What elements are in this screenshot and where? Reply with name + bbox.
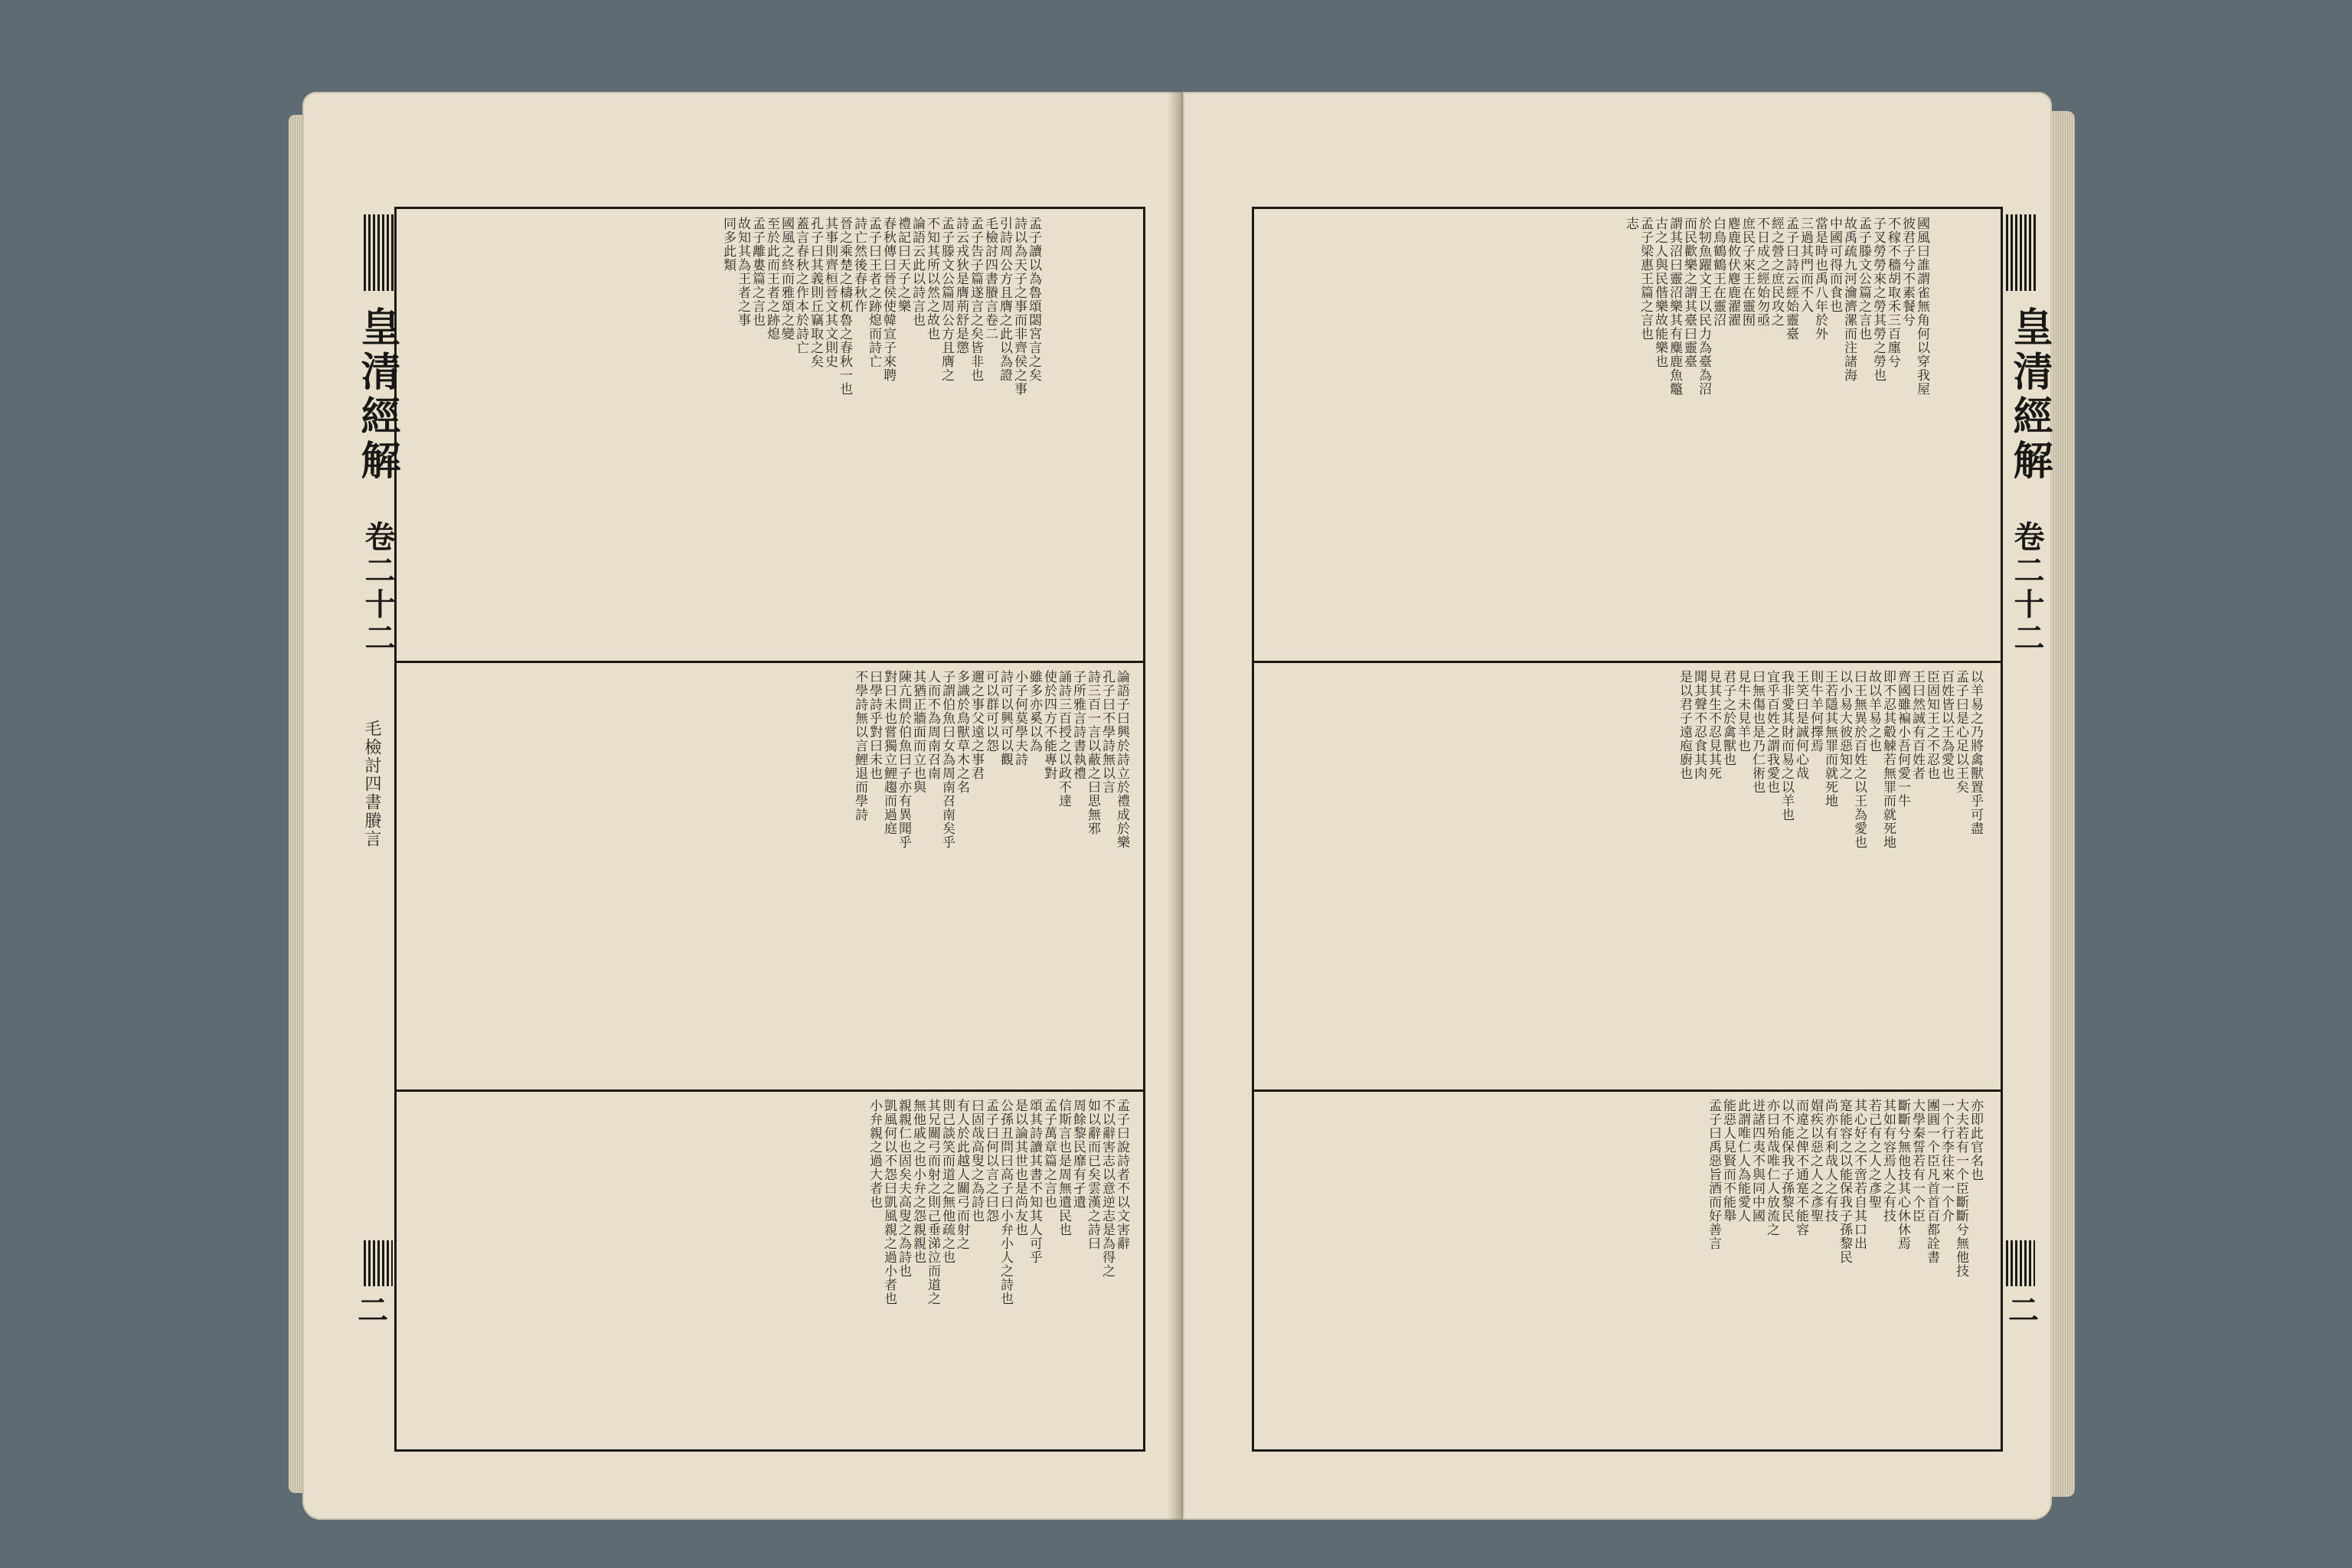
text-column: 孟子萬章篇之言也 [1041, 1099, 1057, 1209]
text-column: 至於此而王者之跡熄 [764, 217, 779, 341]
text-column: 陳亢問於伯魚曰子亦有異聞乎 [896, 670, 911, 849]
text-column: 若己有之人之彥聖 [1866, 1099, 1881, 1209]
text-column: 孟子曰詩云經始靈臺 [1783, 217, 1798, 341]
right-ink-blot-bottom [2006, 1240, 2035, 1286]
text-column: 多識於鳥獸草木之名 [954, 670, 969, 794]
text-column: 古之人與民偕樂故能樂也 [1652, 217, 1668, 368]
text-column: 三過其門而不入 [1798, 217, 1813, 313]
text-column: 小弁親之過大者也 [867, 1099, 882, 1209]
text-column: 子所雅言詩書執禮 [1070, 670, 1086, 780]
text-column: 凱風何以不怨曰凱風親之過小者也 [881, 1099, 897, 1305]
text-column: 而民歡樂之謂其臺曰靈臺 [1681, 217, 1697, 368]
text-column: 亦即此官名也 [1968, 1099, 1983, 1181]
text-column: 春秋傳曰晉侯使韓宣子來聘 [880, 217, 896, 382]
text-column: 使於四方不能專對 [1041, 670, 1057, 780]
text-column: 曰固哉高叟之為詩也 [969, 1099, 984, 1223]
text-column: 不知其所以然之故也 [924, 217, 939, 341]
text-column: 能惡人見賢而不能舉 [1720, 1099, 1736, 1223]
text-column: 王笑曰是誠何心哉 [1793, 670, 1808, 780]
text-column: 子叉勞勞來之勞其勞之勞也 [1870, 217, 1886, 382]
text-column: 詩以為天子之事而非齊侯之事 [1011, 217, 1027, 396]
text-column: 頌其詩讀其書不知其人可乎 [1027, 1099, 1042, 1264]
text-column: 晉之乘楚之檮杌魯之春秋一也 [837, 217, 852, 396]
left-series-title: 皇清經解 [354, 306, 400, 484]
text-column: 我非愛其財而易之以羊也 [1779, 670, 1794, 822]
text-column: 此謂唯仁人為能愛人 [1735, 1099, 1750, 1223]
text-column: 亦曰殆哉唯仁人放流之 [1764, 1099, 1779, 1236]
text-column: 媢疾以惡之人之彥聖 [1808, 1099, 1823, 1223]
text-column: 齊國雖褊小吾何愛一牛 [1895, 670, 1910, 808]
text-column: 不以辭害志以意逆志是為得之 [1099, 1099, 1115, 1278]
text-column: 大學秦誓若有一个臣 [1909, 1099, 1925, 1223]
text-column: 曰學詩乎對曰未也 [867, 670, 882, 780]
right-upper-text-block [1269, 217, 1928, 653]
text-column: 以羊易之乃將禽獸置乎可盡 [1968, 670, 1983, 835]
text-column: 人而不為周南召南 [925, 670, 940, 780]
left-divider-upper [397, 661, 1143, 663]
text-column: 迸諸四夷不與同中國 [1749, 1099, 1765, 1223]
text-column: 孟子滕文公篇之言也 [1856, 217, 1871, 341]
left-page-number: 二 [358, 1292, 388, 1328]
text-column: 對曰未也嘗獨立鯉趨而過庭 [881, 670, 897, 835]
text-column: 子謂伯魚曰女為周南召南矣乎 [939, 670, 955, 849]
text-column: 其兄關弓而射之則己垂涕泣而道之 [925, 1099, 940, 1305]
text-column: 其如有容焉人之有技 [1880, 1099, 1896, 1223]
text-column: 則己談笑而道之無他疏之也 [939, 1099, 955, 1264]
text-column: 麀鹿攸伏麀鹿濯濯 [1725, 217, 1740, 327]
text-column: 親親仁也固矣夫高叟之為詩也 [896, 1099, 911, 1278]
text-column: 以小易大彼惡知之 [1837, 670, 1852, 780]
left-page [302, 92, 1183, 1520]
text-column: 詩可以興可以觀 [998, 670, 1013, 766]
text-column: 其心好之不啻若自其口出 [1851, 1099, 1867, 1250]
text-column: 論語子曰興於詩立於禮成於樂 [1114, 670, 1129, 849]
text-column: 是以論其世也是尚友也 [1012, 1099, 1027, 1236]
right-divider-lower [1254, 1089, 2001, 1092]
text-column: 孟子讀以為魯頌閟宮言之矣 [1026, 217, 1041, 382]
right-ink-blot-top [2006, 214, 2037, 291]
text-column: 白鳥鶴鶴王在靈沼 [1710, 217, 1726, 327]
text-column: 國風曰誰謂雀無角何以穿我屋 [1914, 217, 1929, 396]
text-column: 臣固知王之不忍也 [1924, 670, 1939, 780]
text-column: 孟子告子篇遂言之矣皆非也 [968, 217, 983, 382]
text-column: 其猶正牆面而立也與 [910, 670, 926, 794]
text-column: 於牣魚躍文王以民力為臺為沼 [1696, 217, 1711, 396]
right-page-number: 二 [2008, 1292, 2039, 1328]
text-column: 無他戚之也小弁之怨親親也 [910, 1099, 926, 1264]
left-ink-blot-bottom [364, 1240, 393, 1286]
text-column: 見其生不忍見其死 [1706, 670, 1721, 780]
text-column: 孔子曰不學詩無以言 [1099, 670, 1115, 794]
text-column: 宜乎百姓之謂我愛也 [1764, 670, 1779, 794]
text-column: 引詩周公方且膺之此以為證 [997, 217, 1012, 382]
text-column: 庶民子來王在靈囿 [1740, 217, 1755, 327]
text-column: 中國可得而食也 [1827, 217, 1842, 313]
text-column: 周餘黎民靡有孑遺 [1070, 1099, 1086, 1209]
text-column: 當是時也禹八年於外 [1812, 217, 1828, 341]
text-column: 不日成之經始勿亟 [1754, 217, 1769, 327]
text-column: 故以羊易之也 [1866, 670, 1881, 753]
text-column: 是以君子遠庖廚也 [1677, 670, 1692, 780]
text-column: 邇之事父遠之事君 [969, 670, 984, 780]
text-column: 同多此類 [720, 217, 736, 272]
text-column: 王若隱其無罪而就死地 [1822, 670, 1838, 808]
text-column: 公孫丑問曰高子曰小弁小人之詩也 [998, 1099, 1013, 1305]
left-footer-caption: 毛檢討四書賸言 [362, 720, 381, 848]
right-volume-label: 卷二十二 [2009, 521, 2045, 655]
text-column: 國風之終而雅頌之變 [779, 217, 794, 341]
text-column: 孟子曰是心足以王矣 [1953, 670, 1968, 794]
text-column: 謂其沼曰靈沼樂其有麋鹿魚鼈 [1667, 217, 1682, 396]
text-column: 君子之於禽獸也 [1720, 670, 1736, 766]
left-text-frame [394, 207, 1145, 1452]
open-book [302, 92, 2052, 1520]
text-column: 彼君子兮不素餐兮 [1900, 217, 1915, 327]
text-column: 誦詩三百授之以政不達 [1056, 670, 1071, 808]
text-column: 以不能保我子孫黎民 [1779, 1099, 1794, 1223]
text-column: 毛檢討四書賸言卷二 [982, 217, 998, 341]
text-column: 詩云戎狄是膺荊舒是懲 [953, 217, 969, 354]
right-text-frame [1252, 207, 2003, 1452]
text-column: 孟子滕文公篇周公方且膺之 [939, 217, 954, 382]
text-column: 孟子曰王者之跡熄而詩亡 [866, 217, 881, 368]
text-column: 信斯言也是周無遺民也 [1056, 1099, 1071, 1236]
text-column: 志 [1623, 217, 1638, 230]
text-column: 寔能容之以能保我子孫黎民 [1837, 1099, 1852, 1264]
text-column: 而違之俾不通寔不能容 [1793, 1099, 1808, 1236]
text-column: 曰無傷也是乃仁術也 [1749, 670, 1765, 794]
text-column: 見牛未見羊也 [1735, 670, 1750, 753]
text-column: 孔子曰其義則丘竊取之矣 [808, 217, 823, 368]
right-lower-text-block [1269, 1099, 1981, 1436]
text-column: 蓋言春秋之作本於詩亡 [793, 217, 808, 354]
text-column: 不稼不穡胡取禾三百廛兮 [1885, 217, 1900, 368]
text-column: 可以群可以怨 [983, 670, 998, 753]
text-column: 則牛羊何擇焉 [1808, 670, 1823, 753]
text-column: 尚亦有利哉人之有技 [1822, 1099, 1838, 1223]
text-column: 小子何莫學夫詩 [1012, 670, 1027, 766]
text-column: 孟子梁惠王篇之言也 [1638, 217, 1653, 341]
text-column: 斷斷兮無他技其心休休焉 [1895, 1099, 1910, 1250]
text-column: 經之營之庶民攻之 [1769, 217, 1784, 327]
left-ink-blot-top [364, 214, 394, 291]
text-column: 故禹疏九河瀹濟漯而注諸海 [1841, 217, 1857, 382]
text-column: 孟子曰禹惡旨酒而好善言 [1706, 1099, 1721, 1250]
text-column: 大夫若有一个臣斷斷兮無他技 [1953, 1099, 1968, 1278]
left-upper-text-block [412, 217, 1040, 653]
text-column: 百姓皆以王為愛也 [1939, 670, 1954, 780]
text-column: 故知其為王者之事 [735, 217, 750, 327]
left-lower-text-block [469, 1099, 1128, 1436]
text-column: 孟子離婁篇之言也 [750, 217, 765, 327]
text-column: 有人於此越人關弓而射之 [954, 1099, 969, 1250]
text-column: 禮記曰天子之樂 [895, 217, 910, 313]
left-middle-text-block [469, 670, 1128, 1083]
left-page-edges [289, 115, 302, 1493]
text-column: 孟子曰何以言之曰怨 [983, 1099, 998, 1223]
text-column: 即不忍其觳觫若無罪而就死地 [1880, 670, 1896, 849]
right-middle-text-block [1269, 670, 1981, 1083]
right-page [1183, 92, 2052, 1520]
text-column: 詩亡然後春秋作 [851, 217, 867, 313]
right-divider-upper [1254, 661, 2001, 663]
text-column: 聞其聲不忍食其肉 [1691, 670, 1707, 780]
text-column: 曰王無異於百姓之以王為愛也 [1851, 670, 1867, 849]
text-column: 孟子曰說詩者不以文害辭 [1114, 1099, 1129, 1250]
text-column: 雖多亦奚以為 [1027, 670, 1042, 753]
left-divider-lower [397, 1089, 1143, 1092]
left-volume-label: 卷二十二 [360, 521, 396, 655]
text-column: 王曰然誠有百姓者 [1909, 670, 1925, 780]
text-column: 論語云此以詩言也 [910, 217, 925, 327]
text-column: 其事則齊桓晉文其文則史 [822, 217, 838, 368]
text-column: 團圓一个臣凡首首百都詮書 [1924, 1099, 1939, 1264]
text-column: 一个行李往來一个介 [1939, 1099, 1954, 1223]
text-column: 詩三百一言以蔽之曰思無邪 [1085, 670, 1100, 835]
text-column: 不學詩無以言鯉退而學詩 [852, 670, 867, 822]
right-series-title: 皇清經解 [2006, 306, 2053, 484]
text-column: 如以辭而已矣雲漢之詩曰 [1085, 1099, 1100, 1250]
